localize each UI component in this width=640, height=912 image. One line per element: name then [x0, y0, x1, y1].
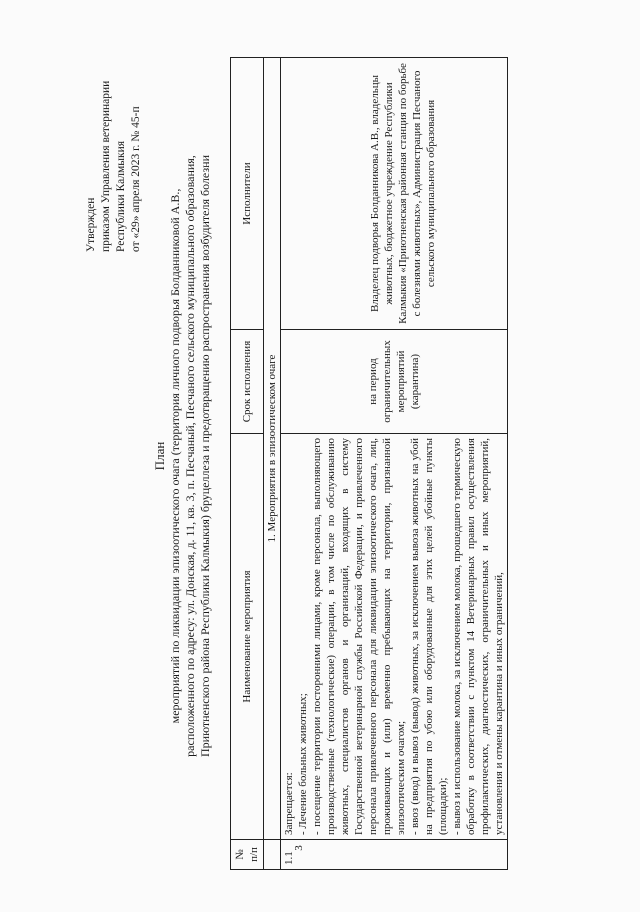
- header-name: Наименование мероприятия: [231, 434, 264, 840]
- measures-table: [230, 57, 508, 870]
- table-row: [281, 58, 508, 870]
- page-number: 3: [292, 845, 305, 851]
- measure-item: - Лечение больных животных;: [297, 693, 309, 835]
- measure-item: Запрещается:: [283, 772, 295, 835]
- measure-item: - посещение территории посторонними лицами, кроме персонала, выполняющего производственные (технологические) операции, в том числе по обслуживанию животных, специалистов органов и организаций, входящих в систему Государственной ветеринарной службы Российской Федерации, и привлеченного персонала привлеченного персонала для ликвидации эпизоотического очага, лиц, проживающих и (или) временно пребывающих на территории, признанной эпизоотическим очагом;: [311, 438, 407, 835]
- table-header-row: [231, 58, 264, 870]
- header-executor: Исполнители: [231, 58, 264, 330]
- section-row: [264, 58, 281, 870]
- rotated-document-sheet: [40, 26, 600, 886]
- approval-line: Утвержден: [85, 197, 97, 252]
- approval-line: от «29» апреля 2023 г. № 45-п: [130, 106, 142, 252]
- approval-line: приказом Управления ветеринарии: [100, 80, 112, 252]
- section-num-cell: [264, 840, 281, 870]
- approval-line: Республики Калмыкия: [115, 140, 127, 252]
- header-term: Срок исполнения: [231, 330, 264, 434]
- plan-title-block: [152, 26, 213, 886]
- measure-item: - вывоз и использование молока, за исключением молока, прошедшего термическую обработку в соответствии с пунктом 14 Ветеринарных правил осуществления профилактических, диагностических, ограничительных и иных мероприятий, установления и отмены карантина и иных ограничений,: [451, 438, 505, 835]
- measure-item: - ввоз (ввод) и вывоз (вывод) животных, за исключением вывоза животных на убой на предприятия по убою или оборудованные для этих целей убойные пункты (площадки);: [409, 438, 449, 835]
- plan-heading: План: [152, 441, 167, 471]
- term-cell: на период ограничительных мероприятий (карантина): [281, 330, 508, 434]
- plan-title-line: мероприятий по ликвидации эпизоотического очага (территория личного подворья Болданниковой А.В.,: [168, 188, 182, 724]
- approval-stamp: [84, 32, 144, 252]
- measure-cell: [281, 434, 508, 840]
- row-num: 1.1: [281, 840, 508, 870]
- header-num: № п/п: [231, 840, 264, 870]
- plan-title-line: расположенного по адресу: ул. Донская, д. 11, кв. 3, п. Песчаный, Песчаного сельского муниципального образования,: [183, 155, 197, 757]
- section-title: 1. Мероприятия в эпизоотическом очаге: [264, 58, 281, 840]
- executor-cell: Владелец подворья Болданникова А.В., владельцы животных, бюджетное учреждение Республики Калмыкия «Приютненская районная станция по борьбе с болезнями животных», Администрация Песчаного сельского муниципального образования: [281, 58, 508, 330]
- plan-title-line: Приютненского района Республики Калмыкия) бруцеллеза и предотвращению распространения возбудителя болезни: [198, 155, 212, 757]
